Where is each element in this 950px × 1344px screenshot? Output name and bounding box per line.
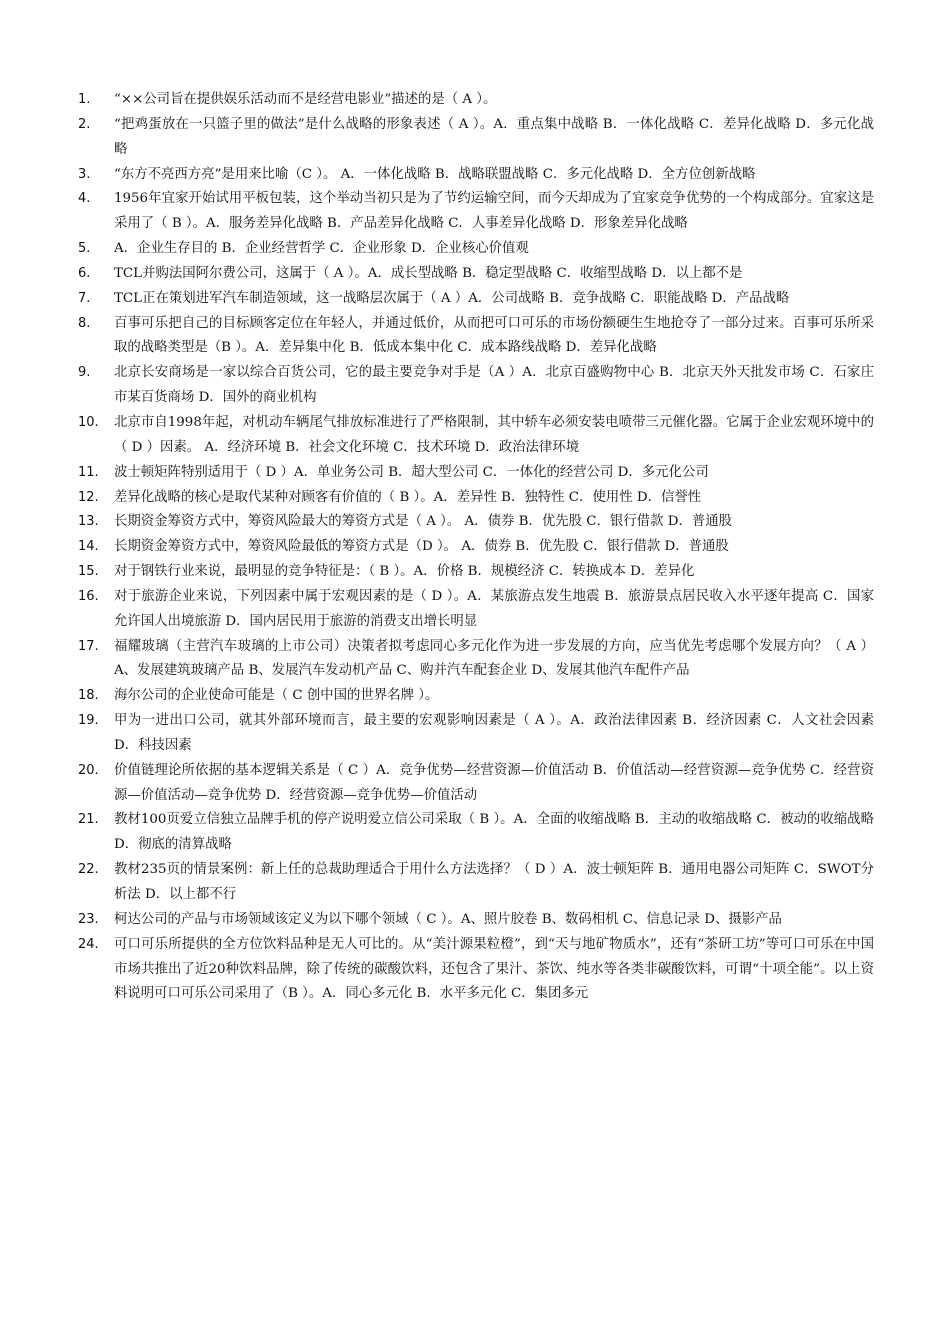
question-item	[78, 535, 874, 560]
question-number: 14.	[78, 539, 99, 555]
question-number: 9.	[78, 365, 91, 381]
question-item	[78, 262, 874, 287]
question-item	[78, 411, 874, 461]
question-item	[78, 486, 874, 511]
question-text: 甲为一进出口公司，就其外部环境而言，最主要的宏观影响因素是（ A ）。A．政治法律因素 B．经济因素 C．人文社会因素 D．科技因素	[114, 713, 874, 753]
question-text: “××公司旨在提供娱乐活动而不是经营电影业”描述的是（ A ）。	[114, 92, 497, 107]
question-list	[78, 88, 874, 1007]
question-number: 20.	[78, 762, 99, 778]
question-text: 1956年宜家开始试用平板包装，这个举动当初只是为了节约运输空间，而今天却成为了宜家竞争优势的一个构成部分。宜家这是采用了（ B ）。A．服务差异化战略 B．产品差异化战略 C．人事差异化战略 D．形象差异化战略	[114, 191, 874, 232]
question-number: 16.	[78, 588, 99, 604]
question-number: 11.	[78, 464, 99, 480]
question-number: 2.	[78, 116, 91, 132]
question-item	[78, 237, 874, 262]
question-number: 4.	[78, 191, 91, 207]
question-text: 对于旅游企业来说，下列因素中属于宏观因素的是（ D ）。A．某旅游点发生地震 B．旅游景点居民收入水平逐年提高 C．国家允许国人出境旅游 D．国内居民用于旅游的消费支出增长明显	[114, 588, 874, 629]
question-text: 可口可乐所提供的全方位饮料品种是无人可比的。从“美汁源果粒橙”，到“天与地矿物质水”，还有“茶研工坊”等可口可乐在中国市场共推出了近20种饮料品牌，除了传统的碳酸饮料，还包含了果汁、茶饮、纯水等各类非碳酸饮料，可谓“十项全能”。以上资料说明可口可乐公司采用了（B ）。A．同心多元化 B．水平多元化 C．集团多元	[114, 936, 874, 1002]
question-item	[78, 684, 874, 709]
question-text: 差异化战略的核心是取代某种对顾客有价值的（ B ）。A．差异性 B．独特性 C．使用性 D．信誉性	[114, 489, 702, 505]
question-number: 15.	[78, 564, 99, 580]
question-item	[78, 635, 874, 685]
question-number: 1.	[78, 92, 91, 107]
question-number: 10.	[78, 414, 99, 430]
question-item	[78, 759, 874, 809]
question-number: 3.	[78, 166, 91, 182]
question-text: 北京长安商场是一家以综合百货公司，它的最主要竞争对手是（A ）A．北京百盛购物中心 B．北京天外天批发市场 C．石家庄市某百货商场 D．国外的商业机构	[114, 365, 874, 406]
question-number: 8.	[78, 315, 91, 331]
question-number: 12.	[78, 489, 99, 505]
question-text: 教材235页的情景案例：新上任的总裁助理适合于用什么方法选择？（ D ）A．波士顿矩阵 B．通用电器公司矩阵 C．SWOT分析法 D．以上都不行	[114, 862, 874, 902]
question-number: 5.	[78, 241, 91, 257]
question-text: 柯达公司的产品与市场领域该定义为以下哪个领域（ C ）。A、照片胶卷 B、数码相机 C、信息记录 D、摄影产品	[114, 911, 782, 927]
question-item	[78, 113, 874, 163]
question-text: TCL正在策划进军汽车制造领域，这一战略层次属于（ A ）A．公司战略 B．竞争战略 C．职能战略 D．产品战略	[114, 290, 790, 306]
question-number: 18.	[78, 688, 99, 704]
question-item	[78, 908, 874, 933]
question-text: 福耀玻璃（主营汽车玻璃的上市公司）决策者拟考虑同心多元化作为进一步发展的方向，应当优先考虑哪个发展方向？（ A ）A、发展建筑玻璃产品 B、发展汽车发动机产品 C、购并汽车配套企业 D、发展其他汽车配件产品	[114, 638, 874, 679]
question-item	[78, 461, 874, 486]
question-text: 对于钢铁行业来说，最明显的竞争特征是：（ B ）。A．价格 B．规模经济 C．转换成本 D．差异化	[114, 564, 695, 580]
question-number: 7.	[78, 290, 91, 306]
question-item	[78, 312, 874, 362]
question-text: TCL并购法国阿尔费公司，这属于（ A ）。A．成长型战略 B．稳定型战略 C．收缩型战略 D．以上都不是	[114, 265, 743, 281]
question-text: 教材100页爱立信独立品牌手机的停产说明爱立信公司采取（ B ）。A．全面的收缩战略 B．主动的收缩战略 C．被动的收缩战略 D．彻底的清算战略	[114, 812, 874, 853]
question-number: 13.	[78, 514, 99, 530]
question-text: “东方不亮西方亮”是用来比喻（C ）。 A．一体化战略 B．战略联盟战略 C．多元化战略 D．全方位创新战略	[114, 166, 756, 182]
question-number: 22.	[78, 862, 99, 878]
question-item	[78, 933, 874, 1008]
question-text: 价值链理论所依据的基本逻辑关系是（ C ）A．竞争优势—经营资源—价值活动 B．价值活动—经营资源—竞争优势 C．经营资源—价值活动—竞争优势 D．经营资源—竞争优势—价值活动	[114, 762, 874, 803]
question-item	[78, 585, 874, 635]
question-item	[78, 163, 874, 188]
question-number: 17.	[78, 638, 99, 654]
question-item	[78, 88, 874, 113]
question-text: 北京市自1998年起，对机动车辆尾气排放标准进行了严格限制，其中轿车必须安装电喷带三元催化器。它属于企业宏观环境中的（ D ）因素。 A．经济环境 B．社会文化环境 C．技术环境 D．政治法律环境	[114, 414, 874, 455]
question-text: A．企业生存目的 B．企业经营哲学 C．企业形象 D．企业核心价值观	[114, 241, 529, 257]
question-text: 波士顿矩阵特别适用于（ D ）A．单业务公司 B．超大型公司 C．一体化的经营公司 D．多元化公司	[114, 464, 709, 480]
question-item	[78, 560, 874, 585]
question-item	[78, 808, 874, 858]
question-text: 长期资金筹资方式中，筹资风险最低的筹资方式是（D ）。 A．债券 B．优先股 C．银行借款 D．普通股	[114, 539, 729, 555]
question-item	[78, 510, 874, 535]
question-number: 19.	[78, 713, 99, 729]
question-number: 6.	[78, 265, 91, 281]
question-number: 21.	[78, 812, 99, 828]
question-item	[78, 858, 874, 908]
question-item	[78, 287, 874, 312]
question-text: 长期资金筹资方式中，筹资风险最大的筹资方式是（ A ）。 A．债券 B．优先股 C．银行借款 D．普通股	[114, 514, 733, 530]
question-text: 海尔公司的企业使命可能是（ C 创中国的世界名牌 ）。	[114, 688, 439, 704]
question-item	[78, 709, 874, 759]
question-item	[78, 187, 874, 237]
question-text: “把鸡蛋放在一只篮子里的做法”是什么战略的形象表述（ A ）。A．重点集中战略 B．一体化战略 C．差异化战略 D．多元化战略	[114, 116, 874, 157]
question-number: 24.	[78, 936, 99, 952]
question-item	[78, 361, 874, 411]
question-text: 百事可乐把自己的目标顾客定位在年轻人，并通过低价，从而把可口可乐的市场份额硬生生地抢夺了一部分过来。百事可乐所采取的战略类型是（B ）。A．差异集中化 B．低成本集中化 C．成本路线战略 D．差异化战略	[114, 315, 874, 356]
question-number: 23.	[78, 911, 99, 927]
